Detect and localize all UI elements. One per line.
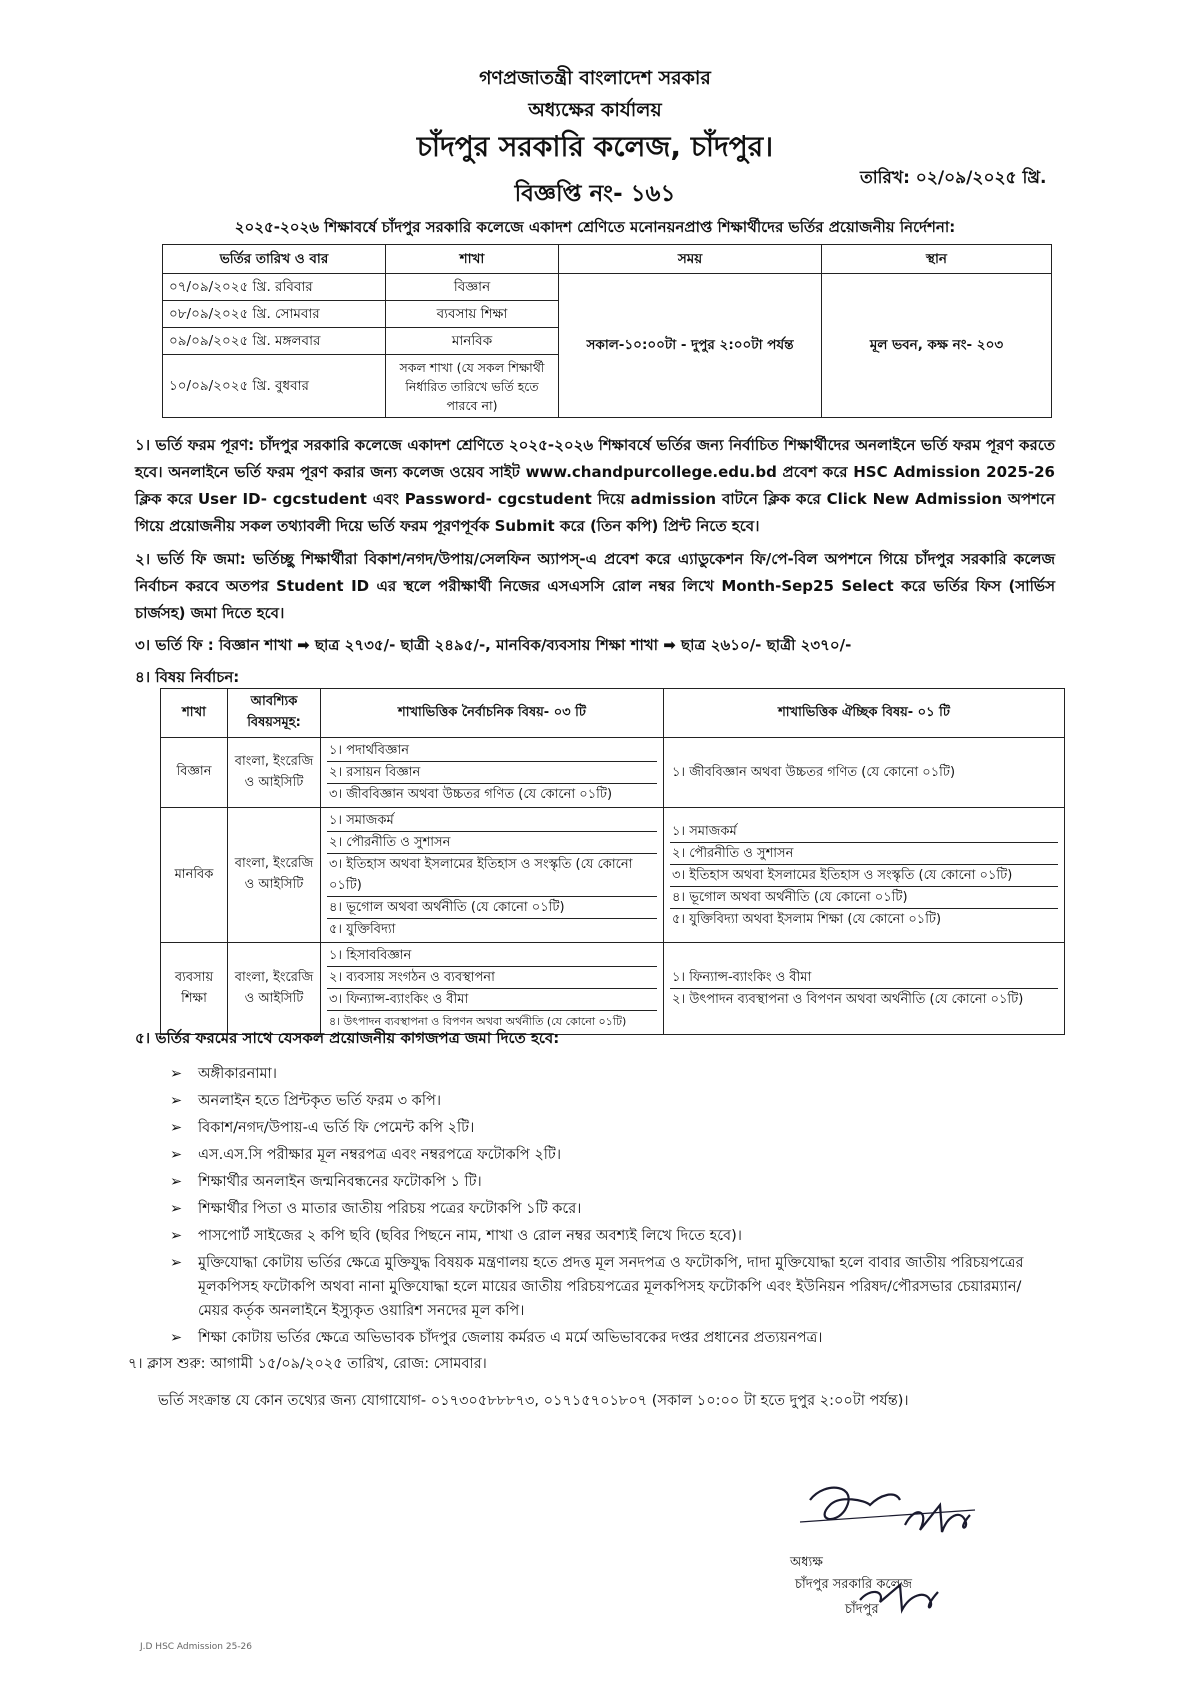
arrow-bullet-icon: ➢: [170, 1255, 183, 1271]
subjects-header-optional: শাখাভিত্তিক ঐচ্ছিক বিষয়- ০১ টি: [664, 689, 1065, 738]
schedule-date: ১০/০৯/২০২৫ খ্রি. বুধবার: [163, 355, 386, 418]
schedule-place: মূল ভবন, কক্ষ নং- ২০৩: [822, 274, 1052, 418]
list-item: [170, 1062, 1050, 1086]
document-text: মুক্তিযোদ্ধা কোটায় ভর্তির ক্ষেত্রে মুক্তিযুদ্ধ বিষয়ক মন্ত্রণালয় হতে প্রদত্ত মূল সনদপত্র ও ফটোকপি, দাদা মুক্তিযোদ্ধা হলে বাবার জাতীয় পরিচয়পত্রের মূলকপিসহ ফটোকপি অথবা নানা মুক্তিযোদ্ধা হলে মায়ের জাতীয় পরিচয়পত্রের মূলকপিসহ ফটোকপি এবং ইউনিয়ন পরিষদ/পৌরসভার চেয়ারম্যান/মেয়র কর্তৃক অনলাইনে ইস্যুকৃত ওয়ারিশ সনদের মূল কপি।: [198, 1255, 1024, 1319]
subject-selection-heading: ৪। বিষয় নির্বাচন:: [135, 668, 240, 686]
list-item: [170, 1326, 1050, 1350]
arrow-bullet-icon: ➢: [170, 1174, 183, 1190]
schedule-branch: মানবিক: [386, 328, 559, 355]
subjects-optional-list: [664, 738, 1065, 808]
subjects-compulsory: বাংলা, ইংরেজি ও আইসিটি: [228, 738, 321, 808]
list-item: ১। সমাজকর্ম: [327, 810, 657, 832]
subjects-header-compulsory: আবশ্যিক বিষয়সমূহ:: [228, 689, 321, 738]
arrow-bullet-icon: ➢: [170, 1201, 183, 1217]
subjects-compulsory: বাংলা, ইংরেজি ও আইসিটি: [228, 808, 321, 943]
schedule-row: [163, 274, 1052, 301]
college-heading: চাঁদপুর সরকারি কলেজ, চাঁদপুর।: [416, 130, 774, 163]
signatory-college: চাঁদপুর সরকারি কলেজ: [795, 1577, 912, 1592]
documents-heading: ৫। ভর্তির ফরমের সাথে যেসকল প্রয়োজনীয় কাগজপত্র জমা দিতে হবে:: [135, 1029, 560, 1047]
document-text: অনলাইন হতে প্রিন্টকৃত ভর্তি ফরম ৩ কপি।: [198, 1093, 442, 1109]
list-item: ৪। উৎপাদন ব্যবস্থাপনা ও বিপণন অথবা অর্থনীতি (যে কোনো ০১টি): [329, 1015, 627, 1028]
subjects-table: [160, 688, 1065, 1035]
arrow-bullet-icon: ➢: [170, 1093, 183, 1109]
list-item: ৩। ইতিহাস অথবা ইসলামের ইতিহাস ও সংস্কৃতি (যে কোনো ০১টি): [670, 865, 1058, 887]
list-item: ২। ব্যবসায় সংগঠন ও ব্যবস্থাপনা: [327, 967, 657, 989]
arrow-bullet-icon: ➢: [170, 1228, 183, 1244]
list-item: [170, 1224, 1050, 1248]
list-item: ১। জীববিজ্ঞান অথবা উচ্চতর গণিত (যে কোনো ০১টি): [672, 765, 956, 780]
footer-text: J.D HSC Admission 25-26: [140, 1642, 253, 1652]
document-text: এস.এস.সি পরীক্ষার মূল নম্বরপত্র এবং নম্বরপত্রে ফটোকপি ২টি।: [198, 1147, 562, 1163]
list-item: ৩। ইতিহাস অথবা ইসলামের ইতিহাস ও সংস্কৃতি (যে কোনো ০১টি): [327, 854, 657, 897]
list-item: [170, 1116, 1050, 1140]
schedule-header-place: স্থান: [822, 245, 1052, 274]
list-item: ১। সমাজকর্ম: [670, 821, 1058, 843]
subjects-header-row: [161, 689, 1065, 738]
class-start-line: ৭। ক্লাস শুরু: আগামী ১৫/০৯/২০২৫ তারিখ, রোজ: সোমবার।: [128, 1356, 487, 1372]
schedule-branch: বিজ্ঞান: [386, 274, 559, 301]
admission-fee-line: ৩। ভর্তি ফি : বিজ্ঞান শাখা ➡ ছাত্র ২৭৩৫/- ছাত্রী ২৪৯৫/-, মানবিক/ব্যবসায় শিক্ষা শাখা ➡ ছাত্র ২৬১০/- ছাত্রী ২৩৭০/-: [135, 636, 852, 654]
government-heading: গণপ্রজাতন্ত্রী বাংলাদেশ সরকার: [479, 67, 711, 89]
signatory-title: অধ্যক্ষ: [790, 1555, 823, 1570]
subjects-row: [161, 943, 1065, 1035]
documents-list: [170, 1062, 1050, 1353]
schedule-header-time: সময়: [559, 245, 822, 274]
subjects-branch: বিজ্ঞান: [161, 738, 228, 808]
list-item: ৫। যুক্তিবিদ্যা অথবা ইসলাম শিক্ষা (যে কোনো ০১টি): [672, 911, 942, 927]
subjects-optional-list: [664, 943, 1065, 1035]
document-text: শিক্ষা কোটায় ভর্তির ক্ষেত্রে অভিভাবক চাঁদপুর জেলায় কর্মরত এ মর্মে অভিভাবকের দপ্তর প্রধানের প্রত্যয়নপত্র।: [198, 1330, 823, 1346]
schedule-header-row: [163, 245, 1052, 274]
schedule-date: ০৮/০৯/২০২৫ খ্রি. সোমবার: [163, 301, 386, 328]
document-text: বিকাশ/নগদ/উপায়-এ ভর্তি ফি পেমেন্ট কপি ২টি।: [198, 1120, 475, 1136]
list-item: ১। পদার্থবিজ্ঞান: [327, 740, 657, 762]
schedule-table: [162, 244, 1052, 418]
list-item: [170, 1143, 1050, 1167]
list-item: [170, 1251, 1050, 1323]
schedule-header-date: ভর্তির তারিখ ও বার: [163, 245, 386, 274]
subjects-branch: মানবিক: [161, 808, 228, 943]
subjects-compulsory: বাংলা, ইংরেজি ও আইসিটি: [228, 943, 321, 1035]
list-item: ২। উৎপাদন ব্যবস্থাপনা ও বিপণন অথবা অর্থনীতি (যে কোনো ০১টি): [672, 992, 1024, 1007]
document-text: অঙ্গীকারনামা।: [198, 1066, 277, 1082]
list-item: ২। পৌরনীতি ও সুশাসন: [327, 832, 657, 854]
subjects-elective-list: [321, 738, 664, 808]
intro-text: ২০২৫-২০২৬ শিক্ষাবর্ষে চাঁদপুর সরকারি কলেজে একাদশ শ্রেণিতে মনোনয়নপ্রাপ্ত শিক্ষার্থীদের ভর্তির প্রয়োজনীয় নির্দেশনা:: [234, 218, 956, 236]
list-item: ৪। ভূগোল অথবা অর্থনীতি (যে কোনো ০১টি): [670, 887, 1058, 909]
notice-date: তারিখ: ০২/০৯/২০২৫ খ্রি.: [860, 168, 1047, 188]
contact-line: ভর্তি সংক্রান্ত যে কোন তথ্যের জন্য যোগাযোগ- ০১৭৩০৫৮৮৮৭৩, ০১৭১৫৭০১৮০৭ (সকাল ১০:০০ টা হতে দুপুর ২:০০টা পর্যন্ত)।: [158, 1393, 909, 1409]
subjects-header-elective: শাখাভিত্তিক নৈর্বাচনিক বিষয়- ০৩ টি: [321, 689, 664, 738]
subjects-elective-list: [321, 808, 664, 943]
schedule-date: ০৭/০৯/২০২৫ খ্রি. রবিবার: [163, 274, 386, 301]
list-item: [170, 1089, 1050, 1113]
subjects-optional-list: [664, 808, 1065, 943]
list-item: ১। ফিন্যান্স-ব্যাংকিং ও বীমা: [670, 967, 1058, 989]
arrow-bullet-icon: ➢: [170, 1066, 183, 1082]
schedule-date: ০৯/০৯/২০২৫ খ্রি. মঙ্গলবার: [163, 328, 386, 355]
form-fill-instructions: ১। ভর্তি ফরম পূরণ: চাঁদপুর সরকারি কলেজে একাদশ শ্রেণিতে ২০২৫-২০২৬ শিক্ষাবর্ষে ভর্তির জন্য নির্বাচিত শিক্ষার্থীদের অনলাইনে ভর্তি ফরম পূরণ করতে হবে। অনলাইনে ভর্তি ফরম পূরণ করার জন্য কলেজ ওয়েব সাইট www.chandpurcollege.edu.bd প্রবেশ করে HSC Admission 2025-26 ক্লিক করে User ID- cgcstudent এবং Password- cgcstudent দিয়ে admission বাটনে ক্লিক করে Click New Admission অপশনে গিয়ে প্রয়োজনীয় সকল তথ্যাবলী দিয়ে ভর্তি ফরম পূরণপূর্বক Submit করে (তিন কপি) প্রিন্ট নিতে হবে।: [135, 436, 1055, 535]
list-item: [170, 1197, 1050, 1221]
notice-number: বিজ্ঞপ্তি নং- ১৬১: [514, 181, 676, 207]
arrow-bullet-icon: ➢: [170, 1330, 183, 1346]
fee-payment-instructions: ২। ভর্তি ফি জমা: ভর্তিচ্ছু শিক্ষার্থীরা বিকাশ/নগদ/উপায়/সেলফিন অ্যাপস্-এ প্রবেশ করে এ্যাডুকেশন ফি/পে-বিল অপশনে গিয়ে চাঁদপুর সরকারি কলেজ নির্বাচন করবে অতপর Student ID এর স্থলে পরীক্ষার্থী নিজের এসএসসি রোল নম্বর লিখে Month-Sep25 Select করে ভর্তির ফিস (সার্ভিস চার্জসহ) জমা দিতে হবে।: [135, 550, 1055, 622]
document-text: শিক্ষার্থীর অনলাইন জন্মনিবন্ধনের ফটোকপি ১ টি।: [198, 1174, 482, 1190]
subjects-branch: ব্যবসায় শিক্ষা: [161, 943, 228, 1035]
schedule-branch: সকল শাখা (যে সকল শিক্ষার্থী নির্ধারিত তারিখে ভর্তি হতে পারবে না): [386, 355, 559, 418]
list-item: ১। হিসাববিজ্ঞান: [327, 945, 657, 967]
office-heading: অধ্যক্ষের কার্যালয়: [528, 99, 662, 121]
list-item: ৩। জীববিজ্ঞান অথবা উচ্চতর গণিত (যে কোনো ০১টি): [329, 787, 613, 802]
schedule-time: সকাল-১০:০০টা - দুপুর ২:০০টা পর্যন্ত: [559, 274, 822, 418]
list-item: [170, 1170, 1050, 1194]
document-text: পাসপোর্ট সাইজের ২ কপি ছবি (ছবির পিছনে নাম, শাখা ও রোল নম্বর অবশ্যই লিখে দিতে হবে)।: [198, 1228, 742, 1244]
list-item: ২। রসায়ন বিজ্ঞান: [327, 762, 657, 784]
signatory-city: চাঁদপুর: [845, 1602, 879, 1617]
arrow-bullet-icon: ➢: [170, 1147, 183, 1163]
document-text: শিক্ষার্থীর পিতা ও মাতার জাতীয় পরিচয় পত্রের ফটোকপি ১টি করে।: [198, 1201, 582, 1217]
subjects-row: [161, 738, 1065, 808]
signature-image: [770, 1470, 1010, 1620]
subjects-elective-list: [321, 943, 664, 1035]
subjects-row: [161, 808, 1065, 943]
subjects-header-branch: শাখা: [161, 689, 228, 738]
list-item: ৩। ফিন্যান্স-ব্যাংকিং ও বীমা: [327, 989, 657, 1011]
list-item: ২। পৌরনীতি ও সুশাসন: [670, 843, 1058, 865]
schedule-branch: ব্যবসায় শিক্ষা: [386, 301, 559, 328]
arrow-bullet-icon: ➢: [170, 1120, 183, 1136]
list-item: ৪। ভূগোল অথবা অর্থনীতি (যে কোনো ০১টি): [327, 897, 657, 919]
schedule-header-branch: শাখা: [386, 245, 559, 274]
list-item: ৫। যুক্তিবিদ্যা: [329, 922, 396, 937]
